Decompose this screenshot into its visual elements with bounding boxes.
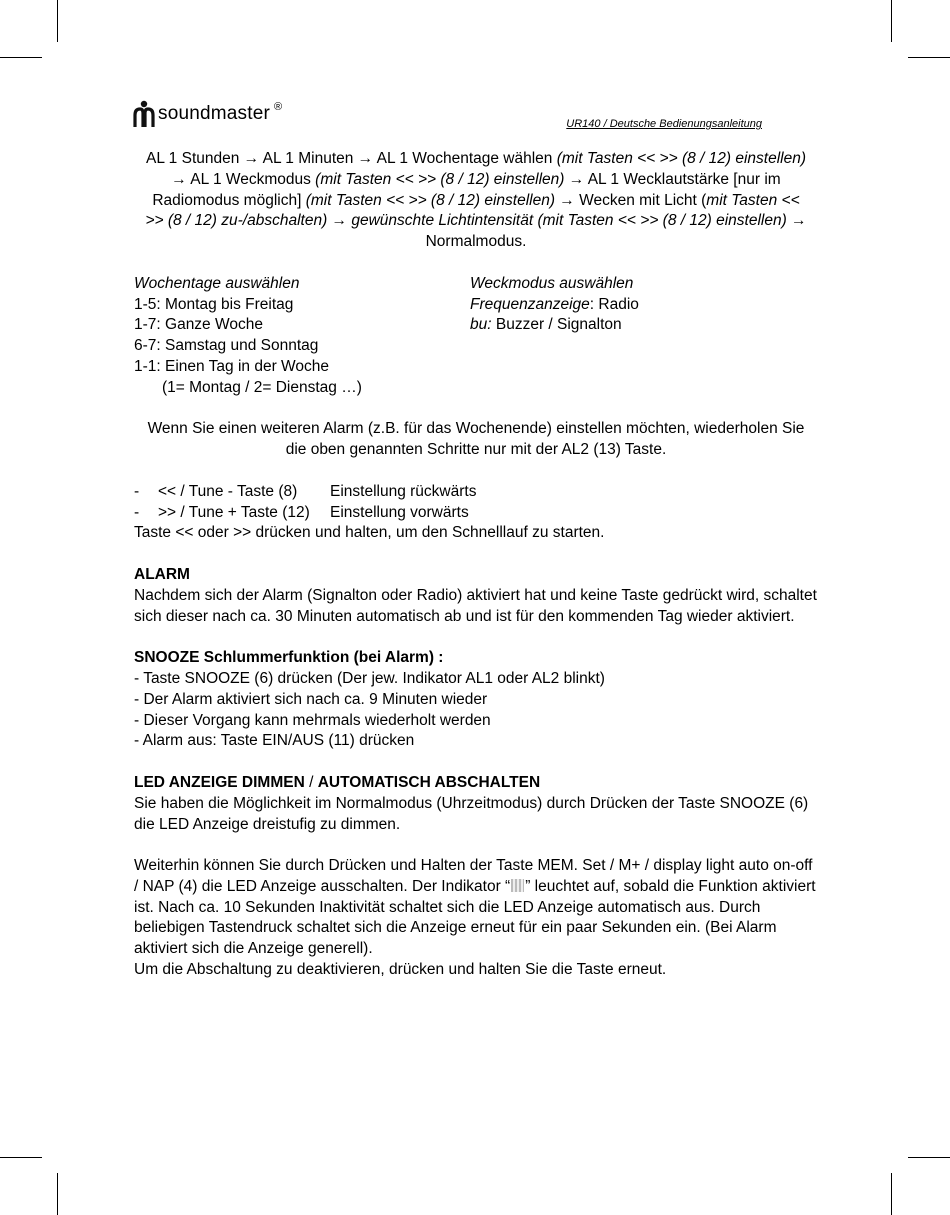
led-text: ” leuchtet auf, sobald die Funktion aktiviert ist. Nach ca. 10 Sekunden Inaktivität schaltet sich die LED Anzeige automatisch aus. Durch beliebigen Tastendruck schaltet sich die Anzeige erneut für ein paar Sekunden ein. (Bei Alarm aktiviert sich die Anzeige generell). [134,877,816,958]
settings-columns [134,274,818,399]
list-item: 1-5: Montag bis Freitag [134,295,294,313]
intro-text: AL 1 Stunden → AL 1 Minuten → AL 1 Wochentage wählen [145,150,557,167]
section-heading: AUTOMATISCH ABSCHALTEN [317,773,541,791]
button-description: Einstellung vorwärts [330,503,469,521]
list-item [134,482,818,503]
list-item: 1-1: Einen Tag in der Woche [134,357,330,375]
page-content [134,149,818,981]
list-item: - Der Alarm aktiviert sich nach ca. 9 Minuten wieder [134,690,488,708]
bu-value: Buzzer / Signalton [491,316,622,334]
soundmaster-logo-icon [132,100,156,128]
wakemode-section [470,274,818,399]
led-text: Um die Abschaltung zu deaktivieren, drücken und halten Sie die Taste erneut. [134,961,667,979]
intro-text: Normalmodus. [425,233,527,251]
led-section [134,773,818,981]
intro-note: (mit Tasten << >> (8 / 12) einstellen) [305,191,555,209]
section-heading: SNOOZE Schlummerfunktion (bei Alarm) : [134,649,444,667]
wakemode-title: Weckmodus auswählen [470,274,634,292]
display-off-indicator-icon [511,879,524,892]
crop-mark-bottom-left-h [0,1157,42,1158]
list-item: 6-7: Samstag und Sonntag [134,337,319,355]
list-item [134,503,818,524]
dash-bullet: - [134,503,140,521]
crop-mark-top-right-h [908,57,950,58]
document-reference: UR140 / Deutsche Bedienungsanleitung [566,118,762,130]
button-description: Einstellung rückwärts [330,482,477,500]
alarm-setup-instructions [134,149,818,253]
freq-value: : Radio [589,295,639,313]
led-text: Sie haben die Möglichkeit im Normalmodus (Uhrzeitmodus) durch Drücken der Taste SNOOZE (6) die LED Anzeige dreistufig zu dimmen. [134,794,809,833]
intro-note: >> (8 / 12) zu-/abschalten) → gewünschte Lichtintensität (mit Tasten << >> (8 / 12) einstellen) → [145,212,807,230]
weekdays-title: Wochentage auswählen [134,274,300,292]
dash-bullet: - [134,482,140,500]
brand-logo [132,100,282,128]
intro-note: (mit Tasten << >> (8 / 12) einstellen) [315,170,565,188]
list-item: - Alarm aus: Taste EIN/AUS (11) drücken [134,732,415,750]
crop-mark-top-left [57,0,58,42]
crop-mark-bottom-right [891,1173,892,1215]
snooze-section [134,648,818,752]
button-label: << / Tune - Taste (8) [158,482,298,500]
intro-text: → AL 1 Weckmodus [171,170,316,188]
button-label: >> / Tune + Taste (12) [158,503,310,521]
intro-text: → AL 1 Wecklautstärke [nur im [564,170,781,188]
bu-label: bu: [470,316,492,334]
tune-note: Taste << oder >> drücken und halten, um den Schnelllauf zu starten. [134,524,605,542]
crop-mark-top-right [891,0,892,42]
crop-mark-bottom-right-h [908,1157,950,1158]
registered-mark: ® [274,100,283,113]
weekdays-note: (1= Montag / 2= Dienstag …) [162,378,362,396]
freq-label: Frequenzanzeige [470,295,590,313]
second-alarm-text: Wenn Sie einen weiteren Alarm (z.B. für das Wochenende) einstellen möchten, wiederholen Sie [147,420,805,438]
second-alarm-note [134,419,818,461]
crop-mark-bottom-left [57,1173,58,1215]
list-item: 1-7: Ganze Woche [134,316,263,334]
heading-separator: / [304,773,318,791]
weekdays-section [134,274,470,399]
page-header [132,100,762,132]
intro-text: Radiomodus möglich] [152,191,306,209]
alarm-section [134,565,818,627]
section-heading: ALARM [134,565,190,583]
list-item: - Taste SNOOZE (6) drücken (Der jew. Indikator AL1 oder AL2 blinkt) [134,669,605,687]
led-text: Weiterhin können Sie durch Drücken und Halten der Taste MEM. Set / M+ / display light auto on-off / NAP (4) die LED Anzeige ausschalten. Der Indikator “ [134,857,813,895]
alarm-text: Nachdem sich der Alarm (Signalton oder Radio) aktiviert hat und keine Taste gedrückt wird, schaltet sich dieser nach ca. 30 Minuten automatisch ab und ist für den kommenden Tag wieder aktiviert. [134,586,817,625]
intro-text: → Wecken mit Licht ( [554,191,707,209]
section-heading: LED ANZEIGE DIMMEN [134,773,305,791]
crop-mark-top-left-h [0,57,42,58]
tune-section [134,482,818,544]
brand-name: soundmaster [158,102,271,124]
intro-note: (mit Tasten << >> (8 / 12) einstellen) [556,150,807,167]
second-alarm-text: die oben genannten Schritte nur mit der AL2 (13) Taste. [285,441,667,459]
list-item: - Dieser Vorgang kann mehrmals wiederholt werden [134,711,491,729]
intro-note: mit Tasten << [706,191,800,209]
